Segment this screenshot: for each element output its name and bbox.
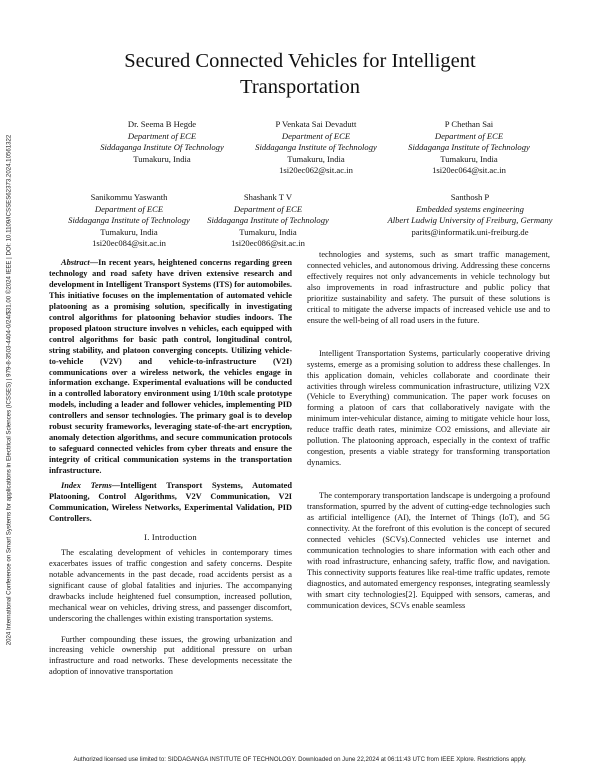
author-dept: Embedded systems engineering bbox=[416, 203, 524, 214]
author-name: Santhosh P bbox=[450, 192, 490, 202]
author-city: Tumakuru, India bbox=[100, 226, 158, 237]
author-name: P Venkata Sai Devadutt bbox=[275, 119, 357, 129]
abstract-lead: Abstract bbox=[61, 258, 90, 267]
author-inst: Siddaganga Institute of Technology bbox=[68, 215, 190, 226]
body-paragraph: The contemporary transportation landscape is undergoing a profound transformation, spurred by the advent of cutting-edge technologies such as artificial intelligence (AI), the Internet of Things (IoT), and 5G connectivity. At the forefront of this evolution is the concept of secured connected vehicles (SCVs).Connected vehicles use internet and communication technologies to share information with each other and with road infrastructure, enhancing safety, traffic flow, and navigation. This connectivity supports features like real-time traffic updates, remote diagnostics, and automated emergency responses, integrating seamlessly with smart city technologies[2]. Equipped with sensors, cameras, and communication devices, SCVs enable seamless bbox=[307, 491, 550, 610]
sidebar-citation bbox=[2, 90, 16, 690]
author-inst: Siddaganga Institute of Technology bbox=[207, 215, 329, 226]
author-name: P Chethan Sai bbox=[444, 119, 494, 129]
author-block-6 bbox=[375, 192, 565, 238]
paper-title bbox=[60, 48, 540, 100]
author-city: Tumakuru, India bbox=[440, 153, 498, 164]
body-paragraph: Further compounding these issues, the growing urbanization and increasing vehicle ownership put additional pressure on urban infrastructure and road networks. These developments necessitate the adoption of innovative transportation bbox=[49, 634, 292, 677]
footer-license: Authorized licensed use limited to: SIDDAGANGA INSTITUTE OF TECHNOLOGY. Downloaded on June 22,2024 at 06:11:43 UTC from IEEE Xplore. Restrictions apply. bbox=[73, 756, 527, 763]
author-block-1 bbox=[87, 119, 237, 165]
index-terms-text: —Intelligent Transport Systems, Automated Platooning, Control Algorithms, V2V Communication, V2I Communication, Wireless Networks, Experimental Validation, PID Controllers. bbox=[49, 481, 292, 523]
author-email: 1si20ec062@sit.ac.in bbox=[279, 165, 353, 176]
sidebar-citation-text: 2024 International Conference on Smart Systems for applications in Electrical Sciences (ICSSES) | 979-8-3503-4404-0/24/$31.00 ©2024 IEEE | DOI: 10.1109/ICSSES62373.2024.10561322 bbox=[5, 134, 13, 646]
left-column bbox=[49, 258, 292, 678]
author-dept: Department of ECE bbox=[281, 130, 351, 141]
author-city: Tumakuru, India bbox=[239, 226, 297, 237]
section-heading: I. Introduction bbox=[144, 531, 197, 542]
author-email: 1si20ec084@sit.ac.in bbox=[92, 238, 166, 249]
author-inst: Siddaganga Institute of Technology bbox=[255, 142, 377, 153]
body-paragraph: technologies and systems, such as smart traffic management, connected vehicles, and autonomous driving. Addressing these concerns effectively requires not only advancements in vehicle technology but also improvements in road infrastructure and public policy that prioritize sustainability and safety. The pursuit of these solutions is critical to mitigate the adverse impacts of increased vehicle use and to ensure the well-being of all road users in the future. bbox=[307, 250, 550, 325]
right-column bbox=[307, 250, 550, 612]
author-city: Tumakuru, India bbox=[287, 153, 345, 164]
author-name: Sanikommu Yaswanth bbox=[90, 192, 168, 202]
author-dept: Department of ECE bbox=[434, 130, 504, 141]
abstract-text: —In recent years, heightened concerns regarding green technology and road safety have driven extensive research and development in Intelligent Transport Systems (ITS) for automobiles. This initiative focuses on the implementation of automated vehicle platooning as a promising solution, specifically in investigating control algorithms for platooning behavior studies indoors. The proposed platoon structure involves n vehicles, each equipped with control algorithms for basic path control, longitudinal control, string stability, and platoon converging concepts. Utilizing vehicle-to-vehicle (V2V) and vehicle-to-infrastructure (V2I) communications over a wireless network, the vehicles engage in information exchange. Experimental evaluations will be conducted in a controlled laboratory environment using 1/10th scale prototype models, including a leader and follower vehicles, implementing PID controllers and sensor technologies. The primary goal is to develop robust security frameworks, leveraging state-of-the-art encryption, anomaly detection algorithms, and secure communication protocols to safeguard connected vehicles from cyber threats and ensure the integrity of critical communication systems in the transportation infrastructure. bbox=[49, 258, 292, 476]
author-name: Shashank T V bbox=[243, 192, 293, 202]
author-name: Dr. Seema B Hegde bbox=[127, 119, 197, 129]
author-email: parits@informatik.uni-freiburg.de bbox=[411, 226, 529, 237]
author-block-4 bbox=[54, 192, 204, 250]
author-block-2 bbox=[241, 119, 391, 177]
author-block-3 bbox=[394, 119, 544, 177]
author-inst: Albert Ludwig University of Freiburg, Germany bbox=[387, 215, 553, 226]
author-inst: Siddaganga Institute of Technology bbox=[408, 142, 530, 153]
index-terms-lead: Index Terms bbox=[61, 481, 112, 491]
author-dept: Department of ECE bbox=[127, 130, 197, 141]
title-line-1: Secured Connected Vehicles for Intelligent bbox=[124, 50, 476, 72]
author-dept: Department of ECE bbox=[233, 203, 303, 214]
author-block-5 bbox=[193, 192, 343, 250]
author-city: Tumakuru, India bbox=[133, 153, 191, 164]
body-paragraph: Intelligent Transportation Systems, particularly cooperative driving systems, emerge as a promising solution to address these challenges. In this application domain, vehicles collaborate and coordinate their activities through wireless communication infrastructure, utilizing V2X (Vehicle to Everything) communication. The paper work focuses on forming a platoon of cars that collaboratively navigate with the minimum inter-vehicular distance, aiming to mitigate vehicle hour loss, reduce traffic death rates, minimize CO2 emissions, and alleviate air pollution. The platooning approach, especially in the context of traffic congestion, presents a viable strategy for transforming transportation dynamics. bbox=[307, 348, 550, 468]
abstract bbox=[49, 258, 292, 477]
index-terms bbox=[49, 481, 292, 525]
author-dept: Department of ECE bbox=[94, 203, 164, 214]
author-email: 1si20ec064@sit.ac.in bbox=[432, 165, 506, 176]
author-email: 1si20ec086@sit.ac.in bbox=[231, 238, 305, 249]
title-line-2: Transportation bbox=[240, 76, 360, 98]
author-inst: Siddaganga Institute Of Technology bbox=[100, 142, 224, 153]
body-paragraph: The escalating development of vehicles in contemporary times exacerbates issues of traffic congestion and safety concerns. Despite notable advancements in the past decade, road accidents persist as a significant cause of global fatalities and injuries. The accompanying drawbacks include heightened fuel consumption, increased pollution, mechanical wear on vehicles, driving stress, and passenger discomfort, underscoring the challenges within existing transportation systems. bbox=[49, 547, 292, 623]
